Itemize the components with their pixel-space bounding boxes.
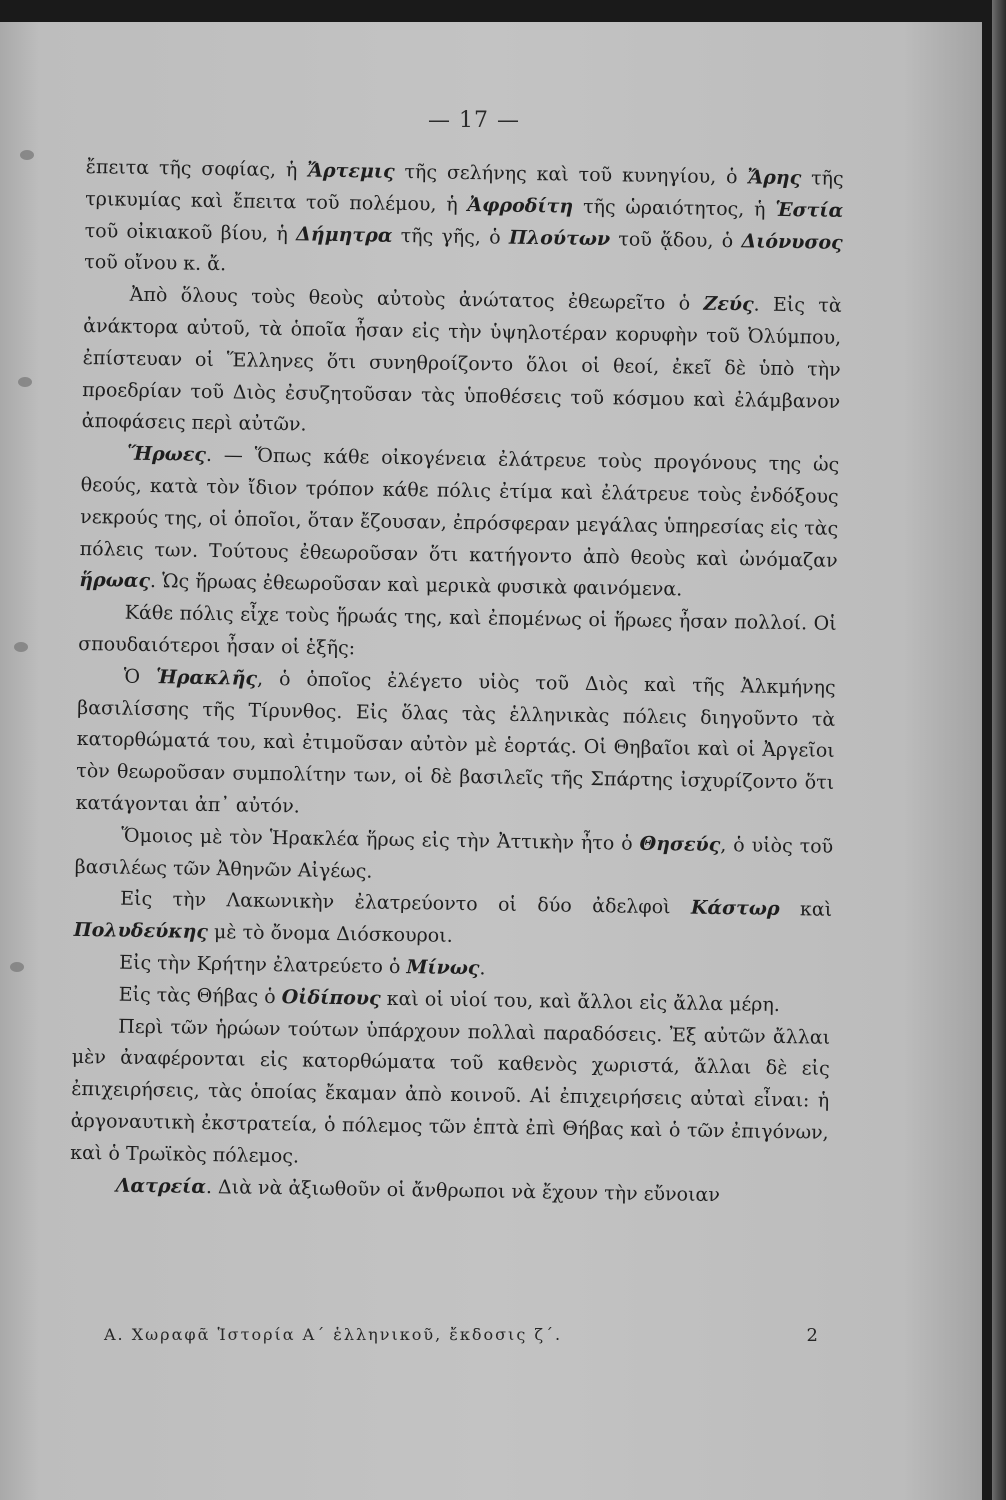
text-run: . Ὡς ἥρωας ἐθεωροῦσαν καὶ μερικὰ φυσικὰ φαινόμενα. — [149, 570, 683, 601]
text-run: Ὅμοιος μὲ τὸν Ἡρακλέα ἥρως εἰς τὴν Ἀττικὴν ἦτο ὁ — [121, 824, 640, 855]
paragraph — [78, 597, 837, 672]
emphasized-term: Δήμητρα — [295, 222, 393, 247]
text-run: τῆς ὡραιότητος, ἡ — [573, 195, 776, 221]
emphasized-term: Πλούτων — [508, 226, 611, 250]
text-run: μὲ τὸ ὄνομα Διόσκουροι. — [207, 921, 453, 947]
page-number: — 17 — — [428, 108, 520, 133]
text-run: Ὁ — [123, 665, 157, 688]
text-run: Εἰς τὰς Θήβας ὁ — [118, 983, 282, 1008]
text-run: καὶ οἱ υἱοί του, καὶ ἄλλοι εἰς ἄλλα μέρη. — [380, 987, 781, 1016]
text-run: . — Ὅπως κάθε οἰκογένεια ἐλάτρευε τοὺς προγόνους της ὡς θεούς, κατὰ τὸν ἴδιον τρόπον κάθε πόλις ἐτίμα καὶ ἐλάτρευε τοὺς ἐνδόξους νεκρούς της, οἱ ὁποῖοι, ὅταν ἔζουσαν, ἐπρόσφεραν μεγάλας ὑπηρεσίας εἰς τὰς πόλεις των. Τούτους ἐθεωροῦσαν ὅτι κατήγοντο ἀπὸ θεοὺς καὶ ὠνόμαζαν — [79, 444, 840, 572]
binding-hole — [18, 377, 32, 387]
text-run: Περὶ τῶν ἡρώων τούτων ὑπάρχουν πολλαὶ παραδόσεις. Ἐξ αὐτῶν ἄλλαι μὲν ἀναφέρονται εἰς κατορθώματα τοῦ καθενὸς χωριστά, ἄλλαι δὲ εἰς ἐπιχειρήσεις, τὰς ὁποίας ἔκαμαν ἀπὸ κοινοῦ. Αἱ ἐπιχειρήσεις αὐταὶ εἶναι: ἡ ἀργοναυτικὴ ἐκστρατεία, ὁ πόλεμος τῶν ἑπτὰ ἐπὶ Θήβας καὶ ὁ τῶν ἐπιγόνων, καὶ ὁ Τρωϊκὸς πόλεμος. — [70, 1015, 831, 1168]
paragraph — [76, 661, 836, 832]
emphasized-term: Ἡρακλῆς — [155, 665, 258, 690]
text-run: τῆς γῆς, ὁ — [392, 224, 510, 249]
emphasized-term: Ἑστία — [775, 198, 844, 222]
emphasized-term: Οἰδίπους — [281, 985, 381, 1010]
paragraph — [75, 820, 834, 895]
text-run: τοῦ οἰκιακοῦ βίου, ἡ — [84, 219, 297, 245]
text-run: τοῦ οἴνου κ. ἄ. — [84, 251, 227, 276]
text-run: . Εἰς τὰ ἀνάκτορα αὐτοῦ, τὰ ὁποῖα ἦσαν εἰς τὴν ὑψηλοτέραν κορυφὴν τοῦ Ὀλύμπου, ἐπίστευαν οἱ Ἕλληνες ὅτι συνηθροίζοντο ὅλοι οἱ θεοί, ἐκεῖ δὲ ὑπὸ τὴν προεδρίαν τοῦ Διὸς ἐσυζητοῦσαν τὰς ὑποθέσεις τοῦ κόσμου καὶ ἐλάμβανον ἀποφάσεις περὶ αὐτῶν. — [81, 293, 842, 436]
book-spine — [992, 0, 1006, 1500]
paragraph — [79, 438, 839, 609]
emphasized-term: Διόνυσος — [741, 229, 843, 254]
text-run: Κάθε πόλις εἶχε τοὺς ἥρωάς της, καὶ ἐπομένως οἱ ἥρωες ἦσαν πολλοί. Οἱ σπουδαιότεροι ἦσαν οἱ ἑξῆς: — [78, 601, 837, 660]
text-run: καὶ — [779, 898, 833, 922]
footer — [104, 1325, 820, 1344]
footer-citation: Α. Χωραφᾶ Ἱστορία Α΄ ἑλληνικοῦ, ἔκδοσις ζ΄. — [104, 1325, 563, 1344]
text-run: τῆς τρικυμίας καὶ ἔπειτα τοῦ πολέμου, ἡ — [85, 167, 844, 216]
binding-hole — [14, 642, 28, 652]
emphasized-term: Μίνως — [406, 956, 480, 980]
emphasized-term: Ἄρης — [747, 166, 802, 190]
paragraph — [74, 883, 833, 958]
paragraph — [82, 279, 842, 450]
emphasized-term: Ζεύς — [703, 292, 754, 316]
text-run: , ὁ υἱὸς τοῦ βασιλέως τῶν Ἀθηνῶν Αἰγέως. — [74, 833, 834, 883]
text-run: . — [479, 957, 486, 980]
text-run: Εἰς τὴν Λακωνικὴν ἐλατρεύοντο οἱ δύο ἀδελφοὶ — [120, 887, 692, 919]
text-run: , ὁ ὁποῖος ἐλέγετο υἱὸς τοῦ Διὸς καὶ τῆς Ἀλκμήνης βασιλίσσης τῆς Τίρυνθος. Εἰς ὅλας τὰς ἑλληνικὰς πόλεις διηγοῦντο τὰ κατορθώματά του, καὶ ἐτιμοῦσαν αὐτὸν μὲ ἑορτάς. Οἱ Θηβαῖοι καὶ οἱ Ἀργεῖοι τὸν θεωροῦσαν συμπολίτην των, οἱ δὲ βασιλεῖς τῆς Σπάρτης ἰσχυρίζοντο ὅτι κατάγονται ἀπ᾿ αὐτόν. — [75, 667, 836, 818]
emphasized-term: Ἥρωες — [127, 442, 207, 467]
book-page — [0, 22, 982, 1500]
emphasized-term: Πολυδεύκης — [73, 919, 209, 944]
text-run: τῆς σελήνης καὶ τοῦ κυνηγίου, ὁ — [394, 160, 748, 189]
text-run: ἔπειτα τῆς σοφίας, ἡ — [85, 155, 308, 182]
binding-hole — [20, 150, 34, 160]
binding-hole — [10, 962, 24, 972]
emphasized-term: ἥρωας — [79, 569, 151, 593]
text-run: Ἀπὸ ὅλους τοὺς θεοὺς αὐτοὺς ἀνώτατος ἐθεωρεῖτο ὁ — [129, 283, 704, 315]
emphasized-term: Λατρεία — [115, 1174, 207, 1198]
text-run: τοῦ ᾅδου, ὁ — [609, 227, 742, 252]
emphasized-term: Κάστωρ — [690, 896, 780, 921]
emphasized-term: Θησεύς — [639, 832, 721, 856]
body-text — [70, 152, 844, 1213]
paragraph — [70, 1010, 830, 1181]
emphasized-term: Ἀφροδίτη — [467, 193, 574, 218]
text-run: . Διὰ νὰ ἀξιωθοῦν οἱ ἄνθρωποι νὰ ἔχουν τὴν εὔνοιαν — [205, 1175, 721, 1206]
emphasized-term: Ἄρτεμις — [307, 159, 395, 183]
text-run: Εἰς τὴν Κρήτην ἐλατρεύετο ὁ — [119, 951, 407, 979]
paragraph — [84, 152, 844, 291]
signature-mark: 2 — [806, 1325, 820, 1346]
